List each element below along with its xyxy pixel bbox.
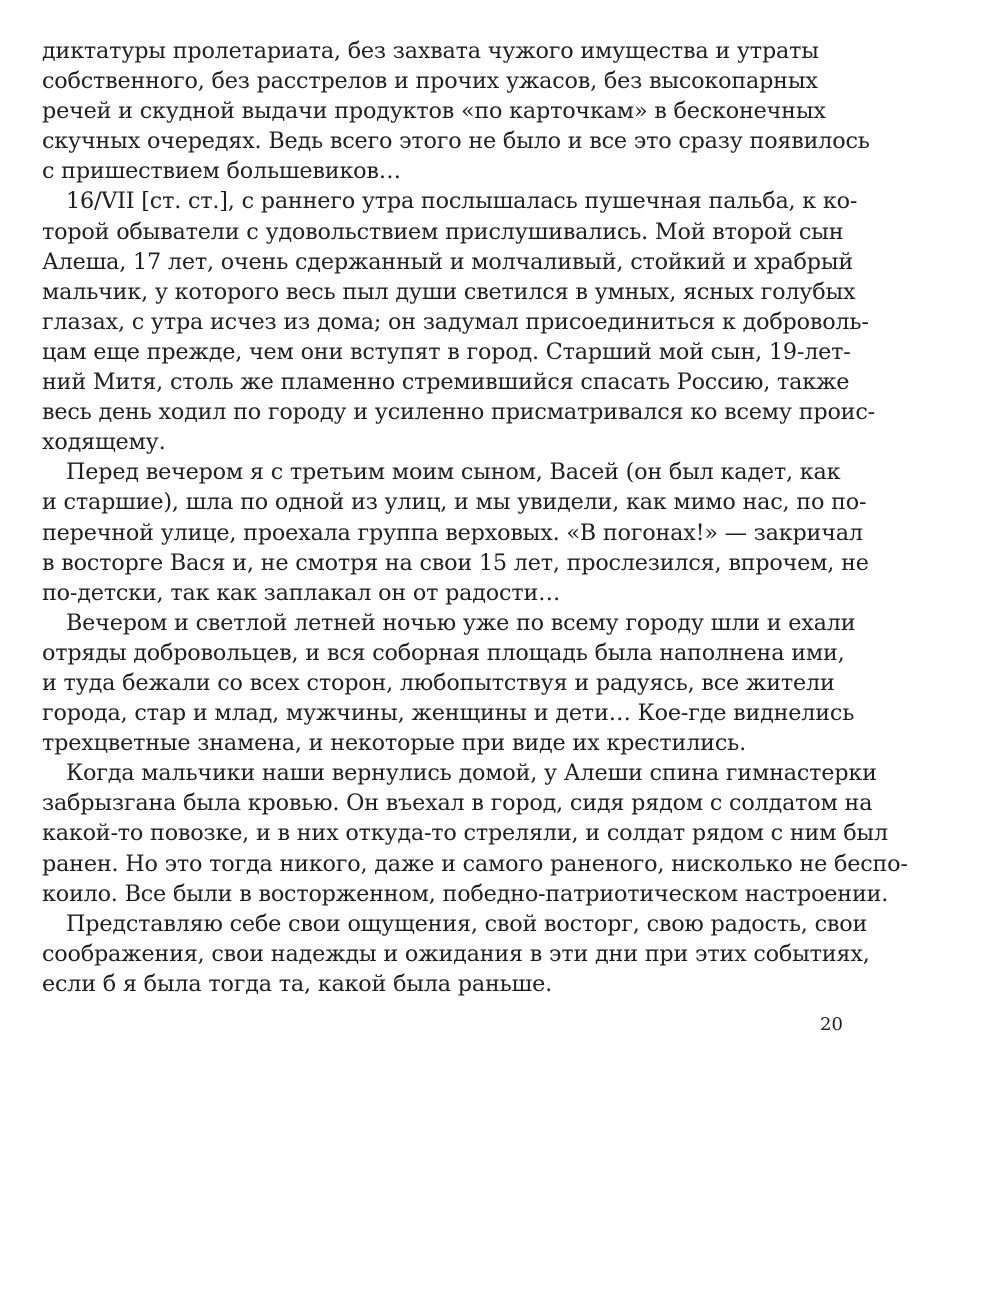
text-line: какой-то повозке, и в них откуда-то стреляли, и солдат рядом с ним был [42, 820, 888, 847]
text-line: весь день ходил по городу и усиленно присматривался ко всему проис- [42, 399, 875, 426]
text-line: с пришествием большевиков… [42, 158, 401, 185]
text-line: в восторге Вася и, не смотря на свои 15 лет, прослезился, впрочем, не [42, 549, 869, 576]
text-line: если б я была тогда та, какой была раньше. [42, 970, 552, 997]
text-line: мальчик, у которого весь пыл души светился в умных, ясных голубых [42, 278, 856, 305]
text-line: Алеша, 17 лет, очень сдержанный и молчаливый, стойкий и храбрый [42, 248, 854, 275]
text-line: глазах, с утра исчез из дома; он задумал присоединиться к доброволь- [42, 308, 869, 335]
paragraph-start-line: Вечером и светлой летней ночью уже по всему городу шли и ехали [66, 609, 856, 636]
text-line: диктатуры пролетариата, без захвата чужого имущества и утраты [42, 38, 819, 64]
text-line: отряды добровольцев, и вся соборная площадь была наполнена ими, [42, 639, 845, 666]
text-line: ранен. Но это тогда никого, даже и самого раненого, нисколько не беспо- [42, 850, 908, 877]
text-line: соображения, свои надежды и ожидания в эти дни при этих событиях, [42, 940, 870, 967]
text-line: и старшие), шла по одной из улиц, и мы увидели, как мимо нас, по по- [42, 489, 867, 516]
document-body [42, 36, 908, 999]
text-line: речей и скудной выдачи продуктов «по карточкам» в бесконечных [42, 98, 826, 125]
text-line: цам еще прежде, чем они вступят в город. Старший мой сын, 19-лет- [42, 338, 851, 365]
paragraph-start-line: Когда мальчики наши вернулись домой, у Алеши спина гимнастерки [66, 760, 877, 787]
text-line: ний Митя, столь же пламенно стремившийся спасать Россию, также [42, 369, 850, 396]
paragraph-start-line: Представляю себе свои ощущения, свой восторг, свою радость, свои [66, 910, 868, 937]
text-line: забрызгана была кровью. Он въехал в город, сидя рядом с солдатом на [42, 790, 873, 817]
text-line: торой обыватели с удовольствием прислушивались. Мой второй сын [42, 218, 844, 245]
paragraph-start-line: 16/VII [ст. ст.], с раннего утра послышалась пушечная пальба, к ко- [66, 188, 858, 215]
text-line: скучных очередях. Ведь всего этого не было и все это сразу появилось [42, 128, 870, 155]
text-line: трехцветные знамена, и некоторые при виде их крестились. [42, 730, 746, 757]
text-line: по-детски, так как заплакал он от радости… [42, 579, 561, 606]
text-line: собственного, без расстрелов и прочих ужасов, без высокопарных [42, 68, 818, 95]
text-line: ходящему. [42, 429, 166, 456]
text-line: коило. Все были в восторженном, победно-патриотическом настроении. [42, 880, 889, 907]
text-line: города, стар и млад, мужчины, женщины и дети… Кое-где виднелись [42, 700, 855, 727]
page-number: 20 [820, 1014, 843, 1035]
paragraph-start-line: Перед вечером я с третьим моим сыном, Васей (он был кадет, как [66, 459, 841, 486]
text-line: перечной улице, проехала группа верховых. «В погонах!» — закричал [42, 519, 863, 546]
text-line: и туда бежали со всех сторон, любопытствуя и радуясь, все жители [42, 669, 835, 696]
